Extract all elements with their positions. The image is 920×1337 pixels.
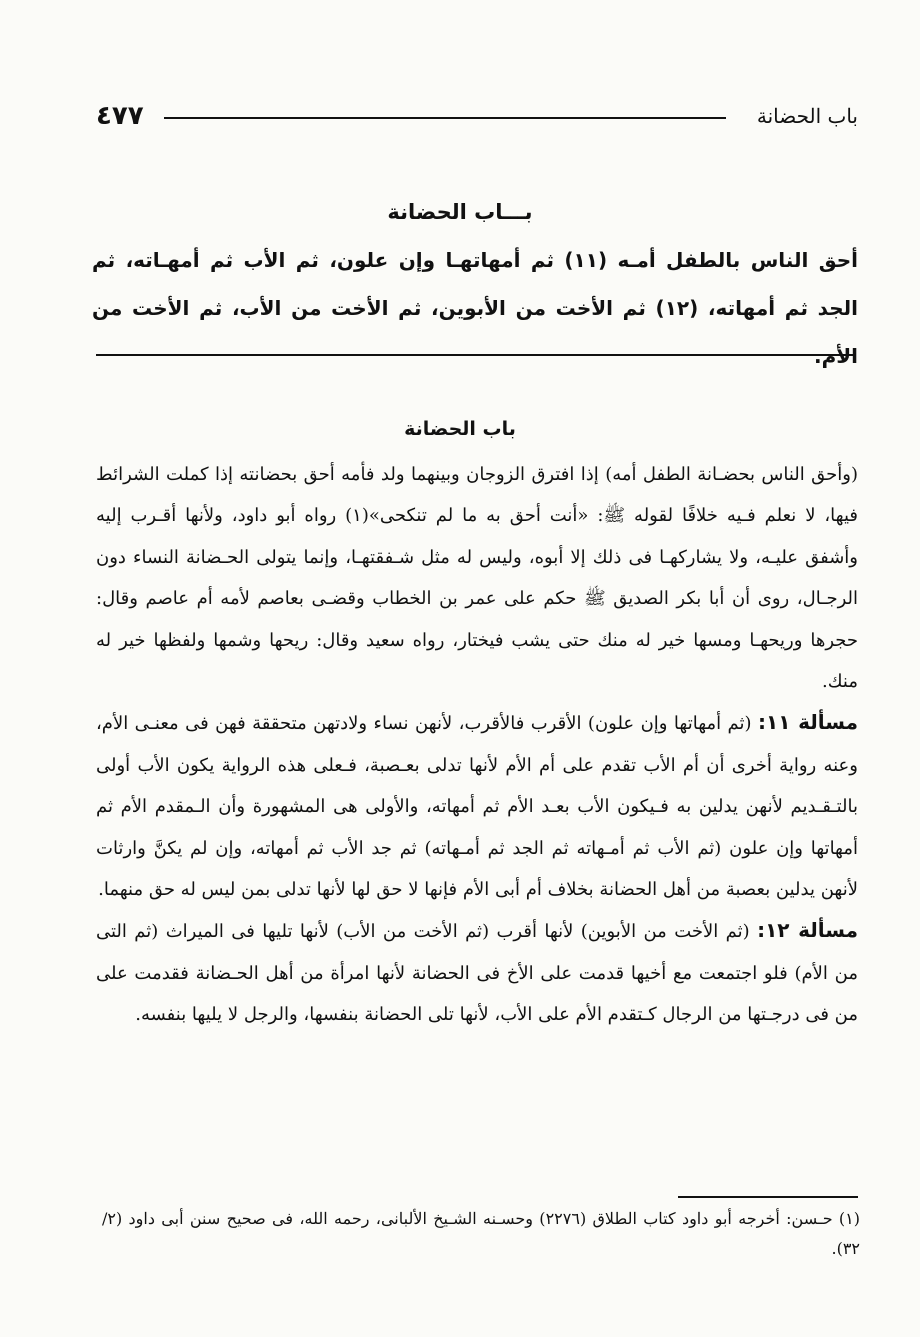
masala-12-text: (ثم الأخت من الأبوين) لأنها أقرب (ثم الأخت من الأب) لأنها تليها فى الميراث (ثم التى من الأم) فلو اجتمعت مع أخيها قدمت على الأخ فى الحضانة لأنها امرأة من أهل الحـضانة فقدمت على من فى درجـتها من الرجال كـتقدم الأم على الأب، لأنها تلى الحضانة بنفسها، والرجل لا يليها بنفسه. (96, 921, 858, 1026)
matn-title: بـــاب الحضانة (387, 200, 533, 224)
footnote (102, 1204, 860, 1264)
page-number: ٤٧٧ (96, 101, 144, 131)
header-rule (164, 117, 726, 119)
matn-text: أحق الناس بالطفل أمـه (١١) ثم أمهاتهـا وإن علون، ثم الأب ثم أمهـاته، ثم الجد ثم أمهاته، (١٢) ثم الأخت من الأبوين، ثم الأخت من الأب، ثم الأخت من الأم. (92, 248, 858, 368)
footnote-text: (١) حـسن: أخرجه أبو داود كتاب الطلاق (٢٢٧٦) وحسـنه الشـيخ الألبانى، رحمه الله، فى صحيح سنن أبى داود (٢/ ٣٢). (102, 1209, 861, 1258)
masala-12 (96, 910, 858, 1035)
commentary-title: باب الحضانة (404, 418, 516, 440)
running-title: باب الحضانة (756, 104, 858, 128)
running-header (96, 96, 858, 136)
masala-12-label: مسألة ١٢: (757, 918, 858, 943)
commentary-body (96, 454, 858, 1036)
masala-11 (96, 702, 858, 910)
footnote-rule (678, 1196, 858, 1198)
section-divider (96, 354, 854, 356)
masala-11-label: مسألة ١١: (758, 710, 858, 735)
masala-11-text: (ثم أمهاتها وإن علون) الأقرب فالأقرب، لأنهن نساء ولادتهن متحققة فهن فى معنـى الأم، وعنه رواية أخرى أن أم الأب تقدم على أم الأم لأنها تدلى بعـصبة، فـعلى هذه الرواية يكون الأب أولى بالتـقـديم لأنهن يدلين به فـيكون الأب بعـد الأم ثم أمهاته، والأولى هى المشهورة وأن الـمقدم الأم ثم أمهاتها وإن علون (ثم الأب ثم أمـهاته ثم الجد ثم أمـهاته) ثم جد الأب ثم أمهاته، وإن لم يكنَّ وارثات لأنهن يدلين بعصبة من أهل الحضانة بخلاف أم أبى الأم فإنها لا حق لها لأنها تدلى بمن ليس له حق منهما. (96, 713, 858, 901)
commentary-intro: (وأحق الناس بحضـانة الطفل أمه) إذا افترق الزوجان وبينهما ولد فأمه أحق بحضانته إذا كملت الشرائط فيها، لا نعلم فـيه خلافًا لقوله ﷺ: «أنت أحق به ما لم تنكحى»(١) رواه أبو داود، ولأنها أقـرب إليه وأشفق عليـه، ولا يشاركهـا فى ذلك إلا أبوه، وليس له مثل شـفقتهـا، وإنما يتولى الحـضانة النساء دون الرجـال، روى أن أبا بكر الصديق ﷺ حكم على عمر بن الخطاب وقضـى بعاصم لأمه أم عاصم وقال: حجرها وريحهـا ومسها خير له منك حتى يشب فيختار، رواه سعيد وقال: ريحها وشمها ولفظها خير له منك. (96, 464, 859, 693)
